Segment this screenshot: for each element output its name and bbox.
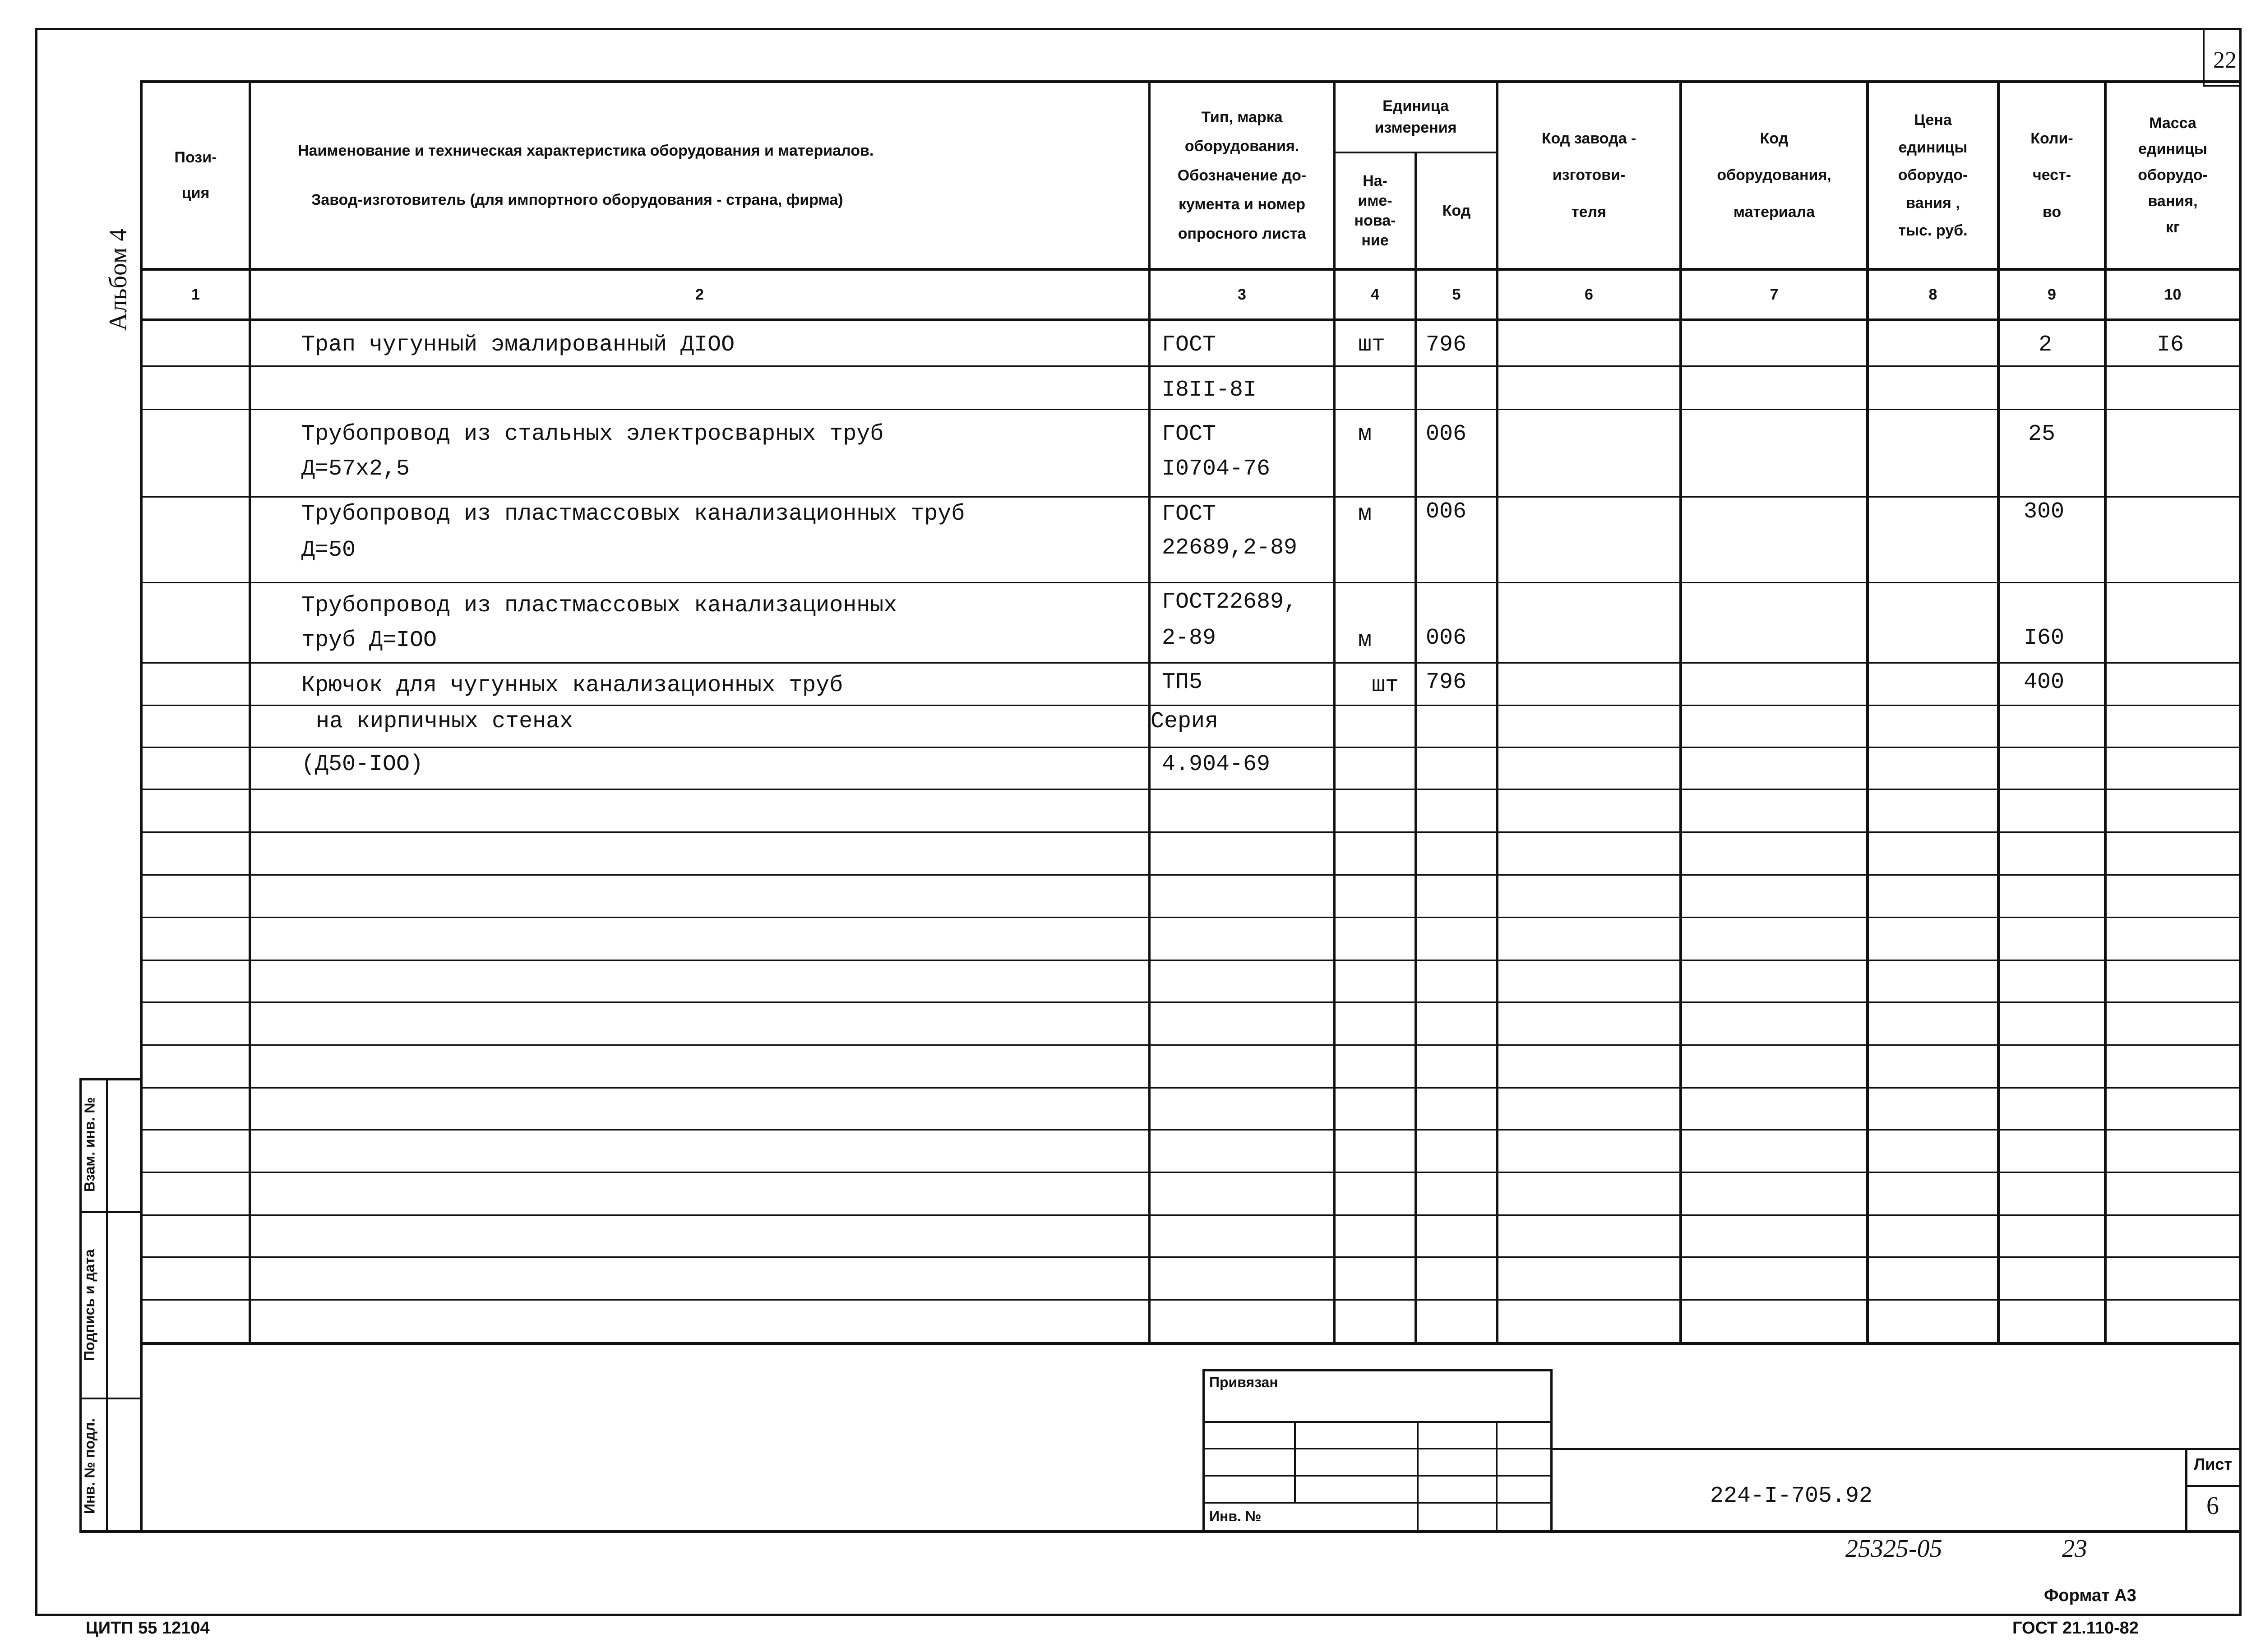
- table-row-doc: ГОСТ: [1162, 501, 1216, 527]
- handwritten-number: 25325-05: [1845, 1535, 1942, 1563]
- album-label: Альбом 4: [104, 228, 132, 331]
- stamp-privyazan: Привязан: [1209, 1374, 1278, 1390]
- col-number-9: 9: [2048, 286, 2056, 303]
- table-row-name: Трап чугунный эмалированный ДIОО: [301, 332, 735, 358]
- table-row-code: 006: [1426, 421, 1467, 447]
- side-stamp-vzam: Взам. инв. №: [81, 1097, 98, 1192]
- table-row-unit: шт: [1372, 673, 1399, 698]
- table-row-doc: 22689,2-89: [1162, 535, 1298, 561]
- side-stamp-inv-podl: Инв. № подл.: [81, 1418, 98, 1514]
- header-type: Тип, марка оборудования. Обозначение до- кумента и номер опросного листа: [1177, 108, 1307, 242]
- table-row-name: на кирпичных стенах: [316, 709, 573, 734]
- table-row-doc: I0704-76: [1162, 456, 1271, 482]
- table-row-mass: I6: [2157, 332, 2184, 358]
- table-row-qty: 25: [2028, 421, 2056, 447]
- table-row-name: труб Д=IОО: [301, 628, 437, 653]
- header-unit-name: На- име- нова- ние: [1354, 172, 1396, 249]
- stamp-inv-no: Инв. №: [1209, 1508, 1262, 1524]
- table-row-doc: ГОСТ22689,: [1162, 589, 1298, 615]
- table-row-unit: м: [1358, 628, 1372, 653]
- table-row-doc: ГОСТ: [1162, 421, 1216, 447]
- table-row-name: Трубопровод из пластмассовых канализационных труб: [301, 501, 965, 527]
- col-number-7: 7: [1770, 286, 1779, 303]
- header-quantity: Коли- чест- во: [2030, 129, 2073, 221]
- table-row-doc: Серия: [1151, 709, 1219, 734]
- header-unit-code: Код: [1442, 202, 1471, 219]
- table-row-qty: 400: [2024, 669, 2065, 695]
- header-price: Цена единицы оборудо- вания , тыс. руб.: [1898, 111, 1968, 239]
- table-row-unit: шт: [1358, 332, 1386, 358]
- table-row-doc: ГОСТ: [1162, 332, 1216, 358]
- stamp-doc-code: 224-I-705.92: [1710, 1483, 1873, 1509]
- header-mass: Масса единицы оборудо- вания, кг: [2138, 114, 2208, 236]
- header-unit-group: Единица измерения: [1374, 97, 1457, 136]
- col-number-5: 5: [1452, 286, 1461, 303]
- table-row-name: Трубопровод из пластмассовых канализационных: [301, 593, 897, 618]
- table-row-doc: I8II-8I: [1162, 377, 1257, 403]
- table-row-code: 006: [1426, 625, 1467, 651]
- col-number-3: 3: [1238, 286, 1246, 303]
- handwritten-page: 23: [2062, 1535, 2087, 1563]
- table-row-doc: ТП5: [1162, 669, 1203, 695]
- table-row-unit: м: [1358, 501, 1372, 527]
- header-position: Пози- ция: [174, 149, 217, 202]
- header-equipment-code: Код оборудования, материала: [1717, 129, 1831, 221]
- header-name: Наименование и техническая характеристика оборудования и материалов. Завод-изготовитель (для импортного оборудования - страна, фирма): [298, 142, 874, 208]
- stamp-sheet-number: 6: [2206, 1492, 2219, 1520]
- frame-bottom: [35, 1614, 2242, 1616]
- table-row-name: Трубопровод из стальных электросварных труб: [301, 421, 884, 447]
- table-row-name: (Д50-IОО): [301, 752, 424, 777]
- format-label: Формат А3: [2044, 1586, 2136, 1605]
- table-row-qty: I60: [2024, 625, 2065, 651]
- table-row-doc: 4.904-69: [1162, 752, 1271, 777]
- page-number: 22: [2213, 47, 2237, 73]
- col-number-10: 10: [2164, 286, 2182, 303]
- side-stamp-podpis: Подпись и дата: [81, 1249, 97, 1361]
- frame-left: [35, 28, 37, 1616]
- table-row-name: Д=57х2,5: [301, 456, 410, 482]
- table-row-code: 006: [1426, 499, 1467, 525]
- col-number-1: 1: [191, 286, 200, 303]
- table-row-name: Крючок для чугунных канализационных труб: [301, 673, 843, 698]
- header-factory-code: Код завода - изготови- теля: [1541, 129, 1637, 221]
- col-number-4: 4: [1371, 286, 1379, 303]
- citp-label: ЦИТП 55 12104: [86, 1619, 210, 1638]
- col-number-2: 2: [695, 286, 704, 303]
- table-row-name: Д=50: [301, 537, 356, 563]
- col-number-8: 8: [1928, 286, 1937, 303]
- col-number-6: 6: [1585, 286, 1593, 303]
- stamp-sheet-label: Лист: [2194, 1455, 2233, 1473]
- table-row-doc: 2-89: [1162, 625, 1216, 651]
- table-row-unit: м: [1358, 421, 1372, 447]
- table-row-code: 796: [1426, 669, 1467, 695]
- table-row-qty: 300: [2024, 499, 2065, 525]
- table-row-code: 796: [1426, 332, 1467, 358]
- gost-label: ГОСТ 21.110-82: [2012, 1619, 2139, 1638]
- frame-top: [35, 28, 2242, 30]
- table-row-qty: 2: [2039, 332, 2053, 358]
